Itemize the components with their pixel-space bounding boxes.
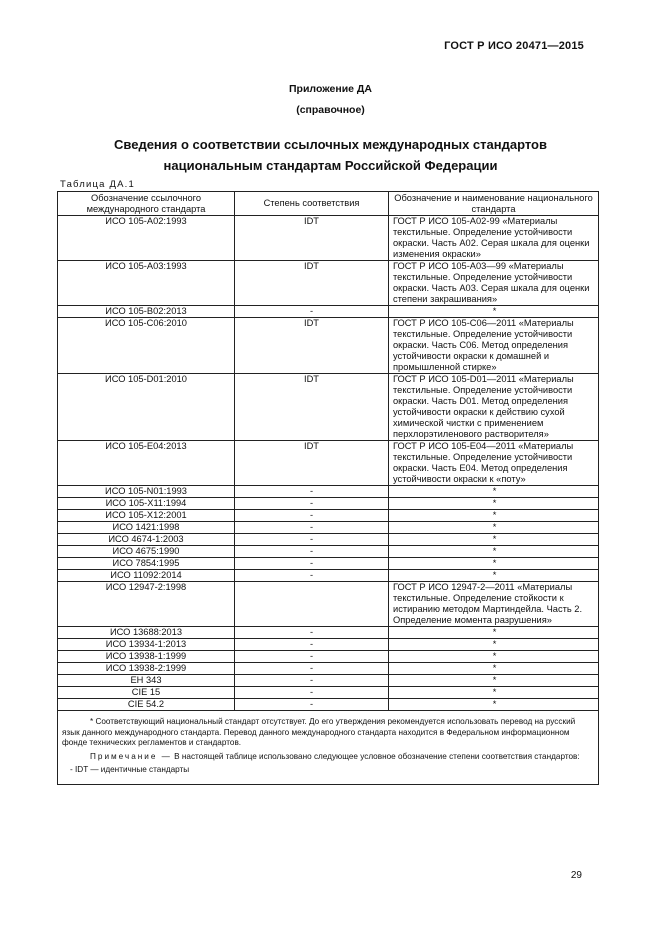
national-standard-cell: * [389, 651, 599, 663]
table-row [58, 486, 599, 498]
document-header: ГОСТ Р ИСО 20471—2015 [444, 40, 584, 52]
table-footnote-row [58, 711, 599, 785]
table-row [58, 699, 599, 711]
intl-standard-cell: ИСО 13688:2013 [58, 627, 235, 639]
table-row [58, 534, 599, 546]
footnote-note [62, 752, 594, 763]
table-row [58, 522, 599, 534]
intl-standard-cell: ИСО 13934-1:2013 [58, 639, 235, 651]
intl-standard-cell: ИСО 1421:1998 [58, 522, 235, 534]
column-header-national: Обозначение и наименование национального стандарта [389, 192, 599, 216]
table-row [58, 675, 599, 687]
note-text: В настоящей таблице использовано следующее условное обозначение степени соответствия стандартов: [174, 751, 580, 761]
national-standard-cell: * [389, 558, 599, 570]
national-standard-cell: * [389, 534, 599, 546]
degree-cell [235, 582, 389, 627]
intl-standard-cell: ИСО 105-N01:1993 [58, 486, 235, 498]
degree-cell: - [235, 522, 389, 534]
national-standard-cell: ГОСТ Р ИСО 105-Е04—2011 «Материалы текстильные. Определение устойчивости окраски. Часть Е04. Метод определения устойчивости окраски к «поту» [389, 441, 599, 486]
intl-standard-cell: ИСО 13938-2:1999 [58, 663, 235, 675]
intl-standard-cell: ИСО 105-Е04:2013 [58, 441, 235, 486]
national-standard-cell: * [389, 675, 599, 687]
footnote-star: * Соответствующий национальный стандарт отсутствует. До его утверждения рекомендуется использовать перевод на русский язык данного международного стандарта. Перевод данного международного стандарта находится в Федеральном информационном фонде технических регламентов и стандартов. [62, 717, 576, 747]
intl-standard-cell: ИСО 105-В02:2013 [58, 306, 235, 318]
appendix-type: (справочное) [296, 104, 365, 116]
intl-standard-cell: ИСО 105-А02:1993 [58, 216, 235, 261]
national-standard-cell: * [389, 627, 599, 639]
degree-cell: - [235, 570, 389, 582]
intl-standard-cell: ИСО 12947-2:1998 [58, 582, 235, 627]
intl-standard-cell: ИСО 105-С06:2010 [58, 318, 235, 374]
table-row [58, 570, 599, 582]
intl-standard-cell: ИСО 7854:1995 [58, 558, 235, 570]
table-row [58, 441, 599, 486]
section-title-line-2: национальным стандартам Российской Федерации [163, 158, 498, 173]
table-row [58, 687, 599, 699]
table-row [58, 582, 599, 627]
page-number: 29 [570, 870, 582, 881]
national-standard-cell: ГОСТ Р ИСО 12947-2—2011 «Материалы текстильные. Определение стойкости к истиранию методом Мартиндейла. Часть 2. Определение момента разрушения» [389, 582, 599, 627]
intl-standard-cell: ИСО 105-А03:1993 [58, 261, 235, 306]
intl-standard-cell: CIE 15 [58, 687, 235, 699]
national-standard-cell: * [389, 306, 599, 318]
footnote-legend-item: - IDT — идентичные стандарты [70, 765, 190, 774]
degree-cell: IDT [235, 374, 389, 441]
degree-cell: IDT [235, 441, 389, 486]
national-standard-cell: ГОСТ Р ИСО 105-D01—2011 «Материалы текстильные. Определение устойчивости окраски. Часть D01. Метод определения устойчивости окраски к действию сухой химической чистки с применением перхлорэтиленового растворителя» [389, 374, 599, 441]
national-standard-cell: * [389, 522, 599, 534]
table-row [58, 651, 599, 663]
degree-cell: - [235, 486, 389, 498]
intl-standard-cell: ИСО 105-Х11:1994 [58, 498, 235, 510]
degree-cell: - [235, 534, 389, 546]
note-label: Примечание — [90, 751, 172, 761]
national-standard-cell: * [389, 663, 599, 675]
table-row [58, 558, 599, 570]
degree-cell: - [235, 627, 389, 639]
degree-cell: IDT [235, 318, 389, 374]
degree-cell: - [235, 639, 389, 651]
appendix-title: Приложение ДА [289, 83, 372, 95]
table-label: Таблица ДА.1 [60, 179, 135, 190]
table-body [58, 216, 599, 711]
degree-cell: - [235, 699, 389, 711]
national-standard-cell: ГОСТ Р ИСО 105-А02-99 «Материалы текстильные. Определение устойчивости окраски. Часть А02. Серая шкала для оценки изменения окраски» [389, 216, 599, 261]
table-footnote [58, 711, 599, 785]
degree-cell: - [235, 663, 389, 675]
intl-standard-cell: EH 343 [58, 675, 235, 687]
table-header-row [58, 192, 599, 216]
table-row [58, 663, 599, 675]
national-standard-cell: * [389, 639, 599, 651]
national-standard-cell: * [389, 570, 599, 582]
table-row [58, 627, 599, 639]
correspondence-table [57, 191, 599, 785]
column-header-intl: Обозначение ссылочного международного стандарта [58, 192, 235, 216]
national-standard-cell: * [389, 498, 599, 510]
table-row [58, 216, 599, 261]
degree-cell: - [235, 306, 389, 318]
national-standard-cell: * [389, 546, 599, 558]
table-row [58, 498, 599, 510]
intl-standard-cell: ИСО 4675:1990 [58, 546, 235, 558]
table-row [58, 639, 599, 651]
table-row [58, 318, 599, 374]
national-standard-cell: ГОСТ Р ИСО 105-А03—99 «Материалы текстильные. Определение устойчивости окраски. Часть А03. Серая шкала для оценки степени закрашивания» [389, 261, 599, 306]
intl-standard-cell: ИСО 13938-1:1999 [58, 651, 235, 663]
degree-cell: - [235, 498, 389, 510]
table-row [58, 261, 599, 306]
intl-standard-cell: ИСО 105-D01:2010 [58, 374, 235, 441]
degree-cell: - [235, 510, 389, 522]
table-row [58, 374, 599, 441]
intl-standard-cell: CIE 54.2 [58, 699, 235, 711]
table-row [58, 546, 599, 558]
degree-cell: IDT [235, 261, 389, 306]
national-standard-cell: ГОСТ Р ИСО 105-С06—2011 «Материалы текстильные. Определение устойчивости окраски. Часть С06. Метод определения устойчивости окраски к домашней и промышленной стирке» [389, 318, 599, 374]
table-row [58, 510, 599, 522]
degree-cell: - [235, 651, 389, 663]
degree-cell: - [235, 546, 389, 558]
degree-cell: - [235, 687, 389, 699]
table-row [58, 306, 599, 318]
intl-standard-cell: ИСО 11092:2014 [58, 570, 235, 582]
national-standard-cell: * [389, 510, 599, 522]
degree-cell: - [235, 558, 389, 570]
section-title-line-1: Сведения о соответствии ссылочных международных стандартов [114, 137, 547, 152]
column-header-degree: Степень соответствия [235, 192, 389, 216]
degree-cell: - [235, 675, 389, 687]
degree-cell: IDT [235, 216, 389, 261]
national-standard-cell: * [389, 699, 599, 711]
national-standard-cell: * [389, 486, 599, 498]
intl-standard-cell: ИСО 105-Х12:2001 [58, 510, 235, 522]
intl-standard-cell: ИСО 4674-1:2003 [58, 534, 235, 546]
national-standard-cell: * [389, 687, 599, 699]
